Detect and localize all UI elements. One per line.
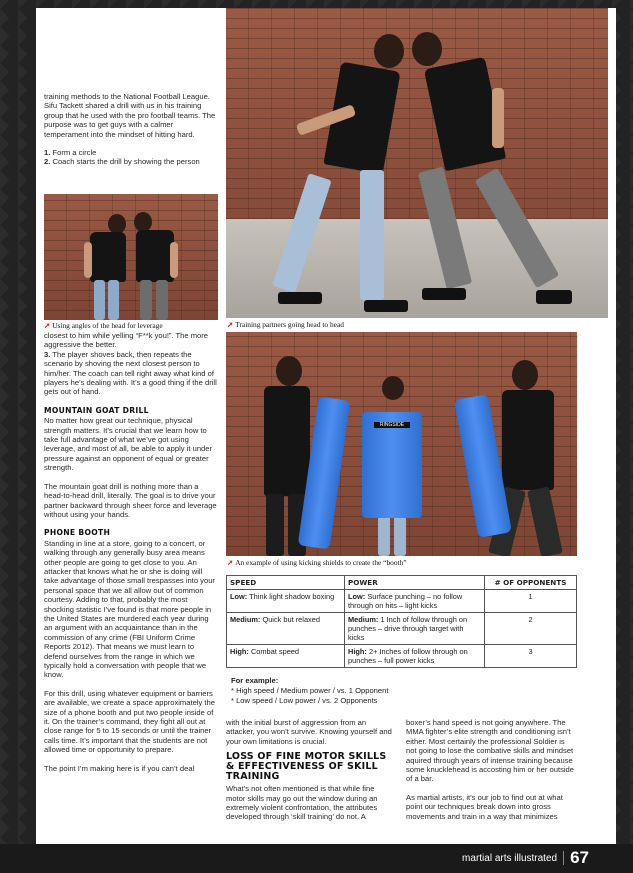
page-number: 67: [570, 848, 589, 867]
opponents-cell: 2: [485, 613, 577, 645]
step-3: 3. The player shoves back, then repeats the scenario by shoving the next closest person to him/her. The coach can tell right away what kind of players he’s dealing with. It’s a good thing if the drill gets out of hand.: [44, 349, 217, 397]
kicking-shield-center: [362, 412, 422, 518]
caption-small-photo: ➚ Using angles of the head for leverage: [44, 321, 163, 330]
paragraph: boxer’s hand speed is not going anywhere. The MMA fighter’s elite strength and conditioning isn’t either. Most certainly the professional Soldier is not going to lose the combative skills and mindset aquired through years of intense training because some knucklehead is accosting him or her outside of a bar.: [406, 718, 574, 784]
table-row: [227, 613, 577, 645]
paragraph: closest to him while yelling “F**k you!”. The more aggressive the better.: [44, 331, 209, 350]
fighter-right: [412, 18, 572, 314]
speed-cell: Medium: Quick but relaxed: [227, 613, 345, 645]
caption-arrow-icon: ➚: [227, 320, 234, 329]
paragraph: The mountain goat drill is nothing more than a head-to-head drill, literally. The goal is to drive your partner backward through sheer force and leverage without using your hands.: [44, 481, 217, 519]
paragraph: Standing in line at a store, going to a concert, or walking through any generally busy area means other people are going to get close to you. An attacker that knows what he or she is doing will take advantage of those small trespasses into your personal space that we all allow out of common courtesy. Adding to that, probably the most shocking statistic I’ve found is that more people in the United States are murdered each year during an argument with an acquaintance than in the commission of any crime (FBI Uniform Crime Reports 2012). That means we must learn to defend ourselves from the range in which we typically hold a conversation with people that we know.: [44, 538, 215, 680]
heading-phone-booth: PHONE BOOTH: [44, 528, 111, 538]
opponents-cell: 1: [485, 590, 577, 613]
photo-head-to-head: [226, 8, 608, 318]
example-title: For example:: [231, 676, 279, 685]
heading-fine-motor-skills: LOSS OF FINE MOTOR SKILLS & EFFECTIVENESS OF SKILL TRAINING: [226, 751, 387, 783]
step-2: 2. Coach starts the drill by showing the person: [44, 157, 200, 167]
example-line: * High speed / Medium power / vs. 1 Opponent: [231, 686, 389, 695]
header-opponents: # OF OPPONENTS: [485, 576, 577, 590]
paragraph: As martial artists, it’s our job to find out at what point our techniques break down into gross movements and train in a way that minimizes: [406, 792, 563, 821]
header-speed: SPEED: [227, 576, 345, 590]
column-3: [406, 718, 576, 830]
magazine-name: martial arts illustrated: [462, 852, 558, 864]
power-cell: Medium: 1 Inch of follow through on punches – drive through target with kicks: [345, 613, 485, 645]
column-1-top: [44, 92, 218, 167]
step-1: 1. Form a circle: [44, 148, 97, 158]
paragraph: What’s not often mentioned is that while fine motor skills may go out the window during an extremely violent confrontation, the attributes developed through ‘skill training’ do not. A: [226, 784, 378, 822]
paragraph: The point I’m making here is if you can’t deal: [44, 763, 195, 773]
footer-divider: [563, 851, 564, 865]
paragraph: with the initial burst of aggression from an attacker, you won’t survive. Knowing yourself and your own limitations is crucial.: [226, 718, 392, 746]
heading-mountain-goat: MOUNTAIN GOAT DRILL: [44, 405, 149, 415]
caption-arrow-icon: ➚: [44, 321, 51, 330]
power-cell: High: 2+ Inches of follow through on punches – full power kicks: [345, 645, 485, 668]
table-header-row: [227, 576, 577, 590]
table-row: [227, 590, 577, 613]
header-power: POWER: [345, 576, 485, 590]
caption-top-photo: ➚ Training partners going head to head: [227, 320, 344, 329]
paragraph: No matter how great our technique, physical strength matters. It’s crucial that we learn how to take full advantage of what we’ve got using leverage, and most of all, be able to apply it under pressure against an opponent of equal or greater strength.: [44, 416, 213, 473]
power-cell: Low: Surface punching – no follow through on hits – light kicks: [345, 590, 485, 613]
example-line: * Low speed / Low power / vs. 2 Opponents: [231, 696, 378, 705]
caption-arrow-icon: ➚: [227, 558, 234, 567]
fighter-left: [278, 24, 408, 314]
photo-kicking-shields: [226, 332, 577, 556]
page-footer: [462, 848, 589, 868]
opponents-cell: 3: [485, 645, 577, 668]
fighter-left: [82, 214, 132, 320]
column-1-body: [44, 331, 218, 782]
caption-shields-photo: ➚ An example of using kicking shields to create the “booth”: [227, 558, 407, 567]
fighter-right: [130, 212, 184, 320]
example-block: [231, 676, 388, 706]
photo-head-leverage: [44, 194, 218, 320]
shield-brand-label: RINGSIDE: [374, 422, 410, 428]
table-row: [227, 645, 577, 668]
speed-cell: Low: Think light shadow boxing: [227, 590, 345, 613]
speed-power-table: [226, 575, 577, 668]
paragraph: For this drill, using whatever equipment or barriers are available, we create a space approximately the size of a phone booth and put two people inside of it. On the trainer’s command, they fight all out at close range for 5 to 15 seconds or until the trainer calls time. It’s important that the students are not allowed time or opportunity to prepare.: [44, 688, 215, 755]
speed-cell: High: Combat speed: [227, 645, 345, 668]
column-2: [226, 718, 394, 831]
paragraph: training methods to the National Football League. Sifu Tackett shared a drill with us in his training group that he used with the pro football teams. The purpose was to get guys with a calmer temperament into the mindset of hitting hard.: [44, 92, 216, 139]
